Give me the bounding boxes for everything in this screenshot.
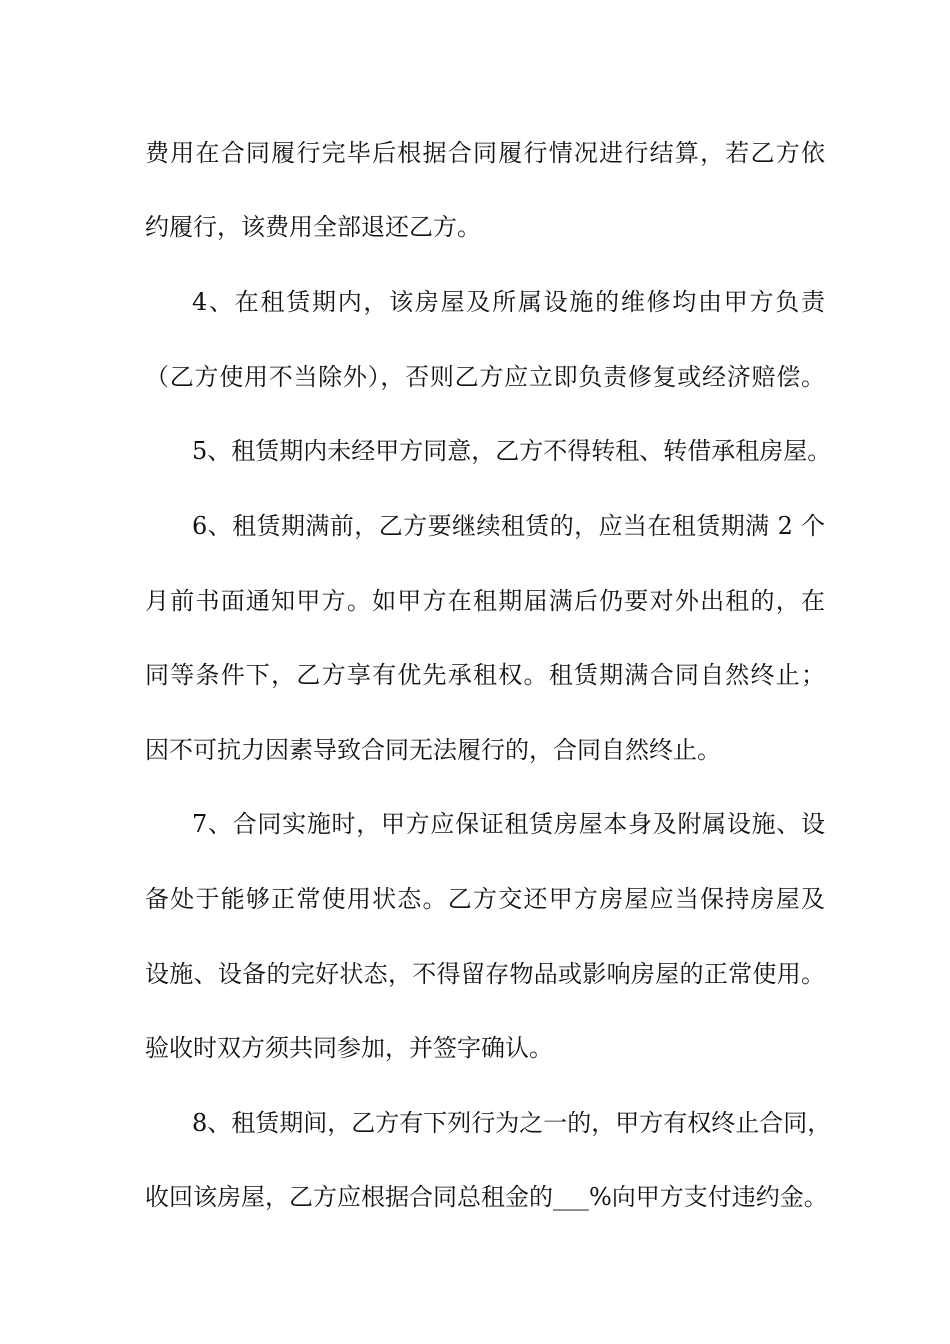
text-line-14: 8、租赁期间，乙方有下列行为之一的，甲方有权终止合同， (192, 1109, 832, 1137)
text-line-10: 7、合同实施时，甲方应保证租赁房屋本身及附属设施、设 (192, 810, 825, 838)
text-line-2: 约履行，该费用全部退还乙方。 (145, 213, 481, 241)
text-line-3: 4、在租赁期内，该房屋及所属设施的维修均由甲方负责 (192, 288, 825, 316)
text-line-12: 设施、设备的完好状态，不得留存物品或影响房屋的正常使用。 (145, 960, 825, 988)
text-line-1: 费用在合同履行完毕后根据合同履行情况进行结算，若乙方依 (145, 139, 825, 167)
text-line-13: 验收时双方须共同参加，并签字确认。 (145, 1034, 553, 1062)
text-line-7: 月前书面通知甲方。如甲方在租期届满后仍要对外出租的，在 (145, 587, 825, 615)
text-line-8: 同等条件下，乙方享有优先承租权。租赁期满合同自然终止； (145, 661, 825, 689)
text-line-9: 因不可抗力因素导致合同无法履行的，合同自然终止。 (145, 736, 721, 764)
text-line-15: 收回该房屋，乙方应根据合同总租金的___%向甲方支付违约金。 (145, 1183, 828, 1211)
text-line-11: 备处于能够正常使用状态。乙方交还甲方房屋应当保持房屋及 (145, 885, 825, 913)
text-line-5: 5、租赁期内未经甲方同意，乙方不得转租、转借承租房屋。 (192, 437, 832, 465)
text-line-6: 6、租赁期满前，乙方要继续租赁的，应当在租赁期满 2 个 (192, 512, 825, 540)
text-line-4: （乙方使用不当除外），否则乙方应立即负责修复或经济赔偿。 (145, 363, 825, 391)
